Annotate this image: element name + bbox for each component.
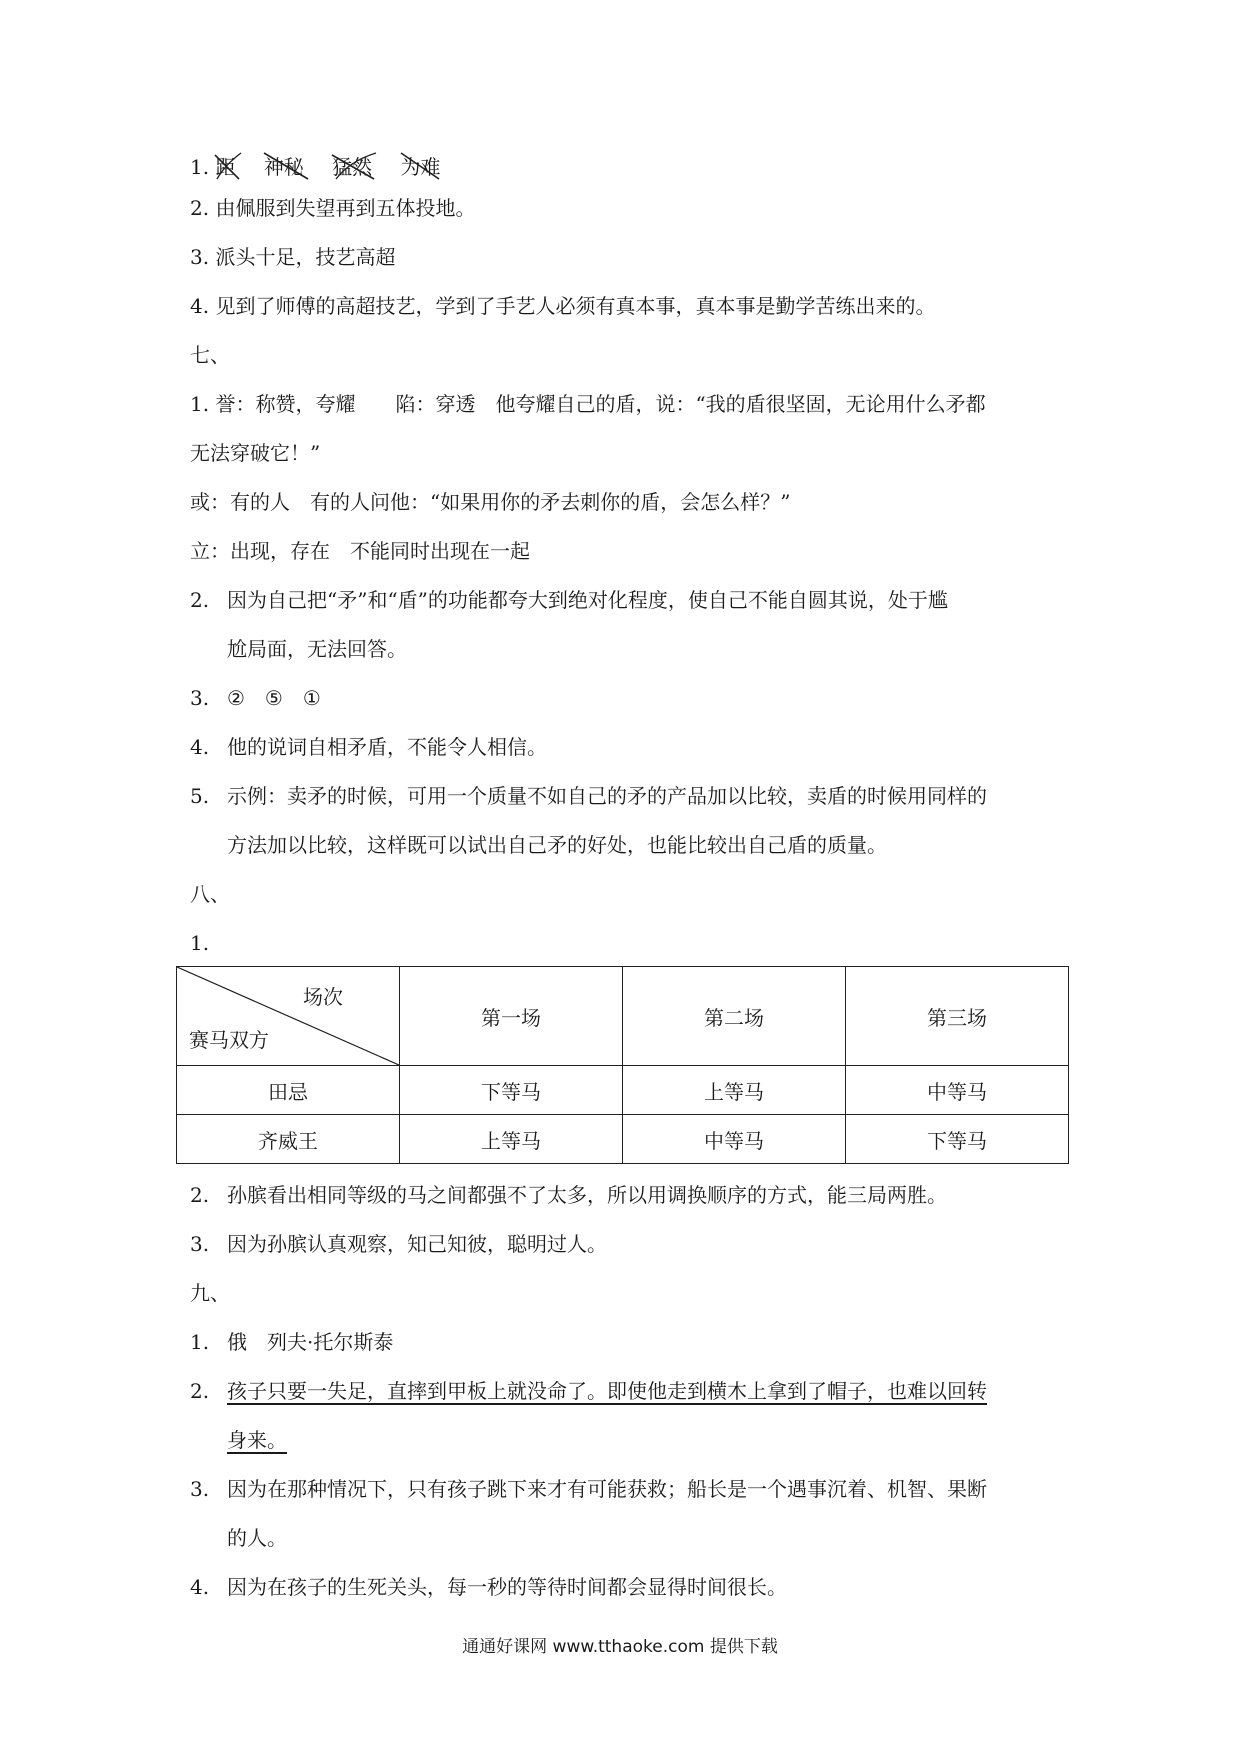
struck-word: 为难 [401,155,441,179]
s7-q5-line1: 示例：卖矛的时候，可用一个质量不如自己的矛的产品加以比较，卖盾的时候用同样的 [227,784,987,808]
s9-q2-line1: 孩子只要一失足，直摔到甲板上就没命了。即使他走到横木上拿到了帽子，也难以回转 [227,1379,987,1403]
s9-q3-line1: 因为在那种情况下，只有孩子跳下来才有可能获救；船长是一个遇事沉着、机智、果断 [227,1477,987,1501]
table-header-row [177,967,1069,1066]
strike-mark-icon [399,149,447,185]
s9-q1-num: 1. [190,1330,210,1354]
s9-q4: 因为在孩子的生死关头，每一秒的等待时间都会显得时间很长。 [227,1575,787,1599]
column-header: 第一场 [400,967,623,1066]
s9-q1: 俄 列夫·托尔斯泰 [227,1330,394,1354]
column-header: 第三场 [846,967,1069,1066]
row-label: 齐威王 [177,1115,400,1164]
s6-q2: 2. 由佩服到失望再到五体投地。 [190,196,476,220]
s7-huo: 或：有的人 有的人问他：“如果用你的矛去刺你的盾，会怎么样？” [190,490,791,514]
s9-q2-line2: 身来。 [227,1428,287,1452]
s8-q2-num: 2. [190,1183,210,1207]
s6-q1-num: 1. [190,155,210,179]
s7-q3-num: 3. [190,686,210,710]
table-cell: 中等马 [846,1066,1069,1115]
s7-q4: 他的说词自相矛盾，不能令人相信。 [227,735,547,759]
corner-label-top: 场次 [303,985,343,1009]
s7-heading: 七、 [190,343,230,367]
table-cell: 上等马 [400,1115,623,1164]
s8-q3-num: 3. [190,1232,210,1256]
s6-q4: 4. 见到了师傅的高超技艺，学到了手艺人必须有真本事，真本事是勤学苦练出来的。 [190,294,936,318]
struck-word: 距 [215,155,235,179]
strike-mark-icon [213,149,243,185]
s6-q3: 3. 派头十足，技艺高超 [190,245,396,269]
s8-heading: 八、 [190,882,230,906]
s8-q1-num: 1. [190,931,210,955]
table-cell: 上等马 [623,1066,846,1115]
s7-q2-num: 2. [190,588,210,612]
s7-q3: ② ⑤ ① [227,686,321,710]
table-cell: 中等马 [623,1115,846,1164]
s7-q1-line2: 无法穿破它！” [190,441,321,465]
s7-q5-num: 5. [190,784,210,808]
s7-li: 立：出现，存在 不能同时出现在一起 [190,539,530,563]
s8-q2: 孙膑看出相同等级的马之间都强不了太多，所以用调换顺序的方式，能三局两胜。 [227,1183,947,1207]
s7-q1-line1: 1. 誉：称赞，夸耀 陷：穿透 他夸耀自己的盾，说：“我的盾很坚固，无论用什么矛都 [190,392,986,416]
row-label: 田忌 [177,1066,400,1115]
s9-q3-num: 3. [190,1477,210,1501]
s7-q5-line2: 方法加以比较，这样既可以试出自己矛的好处，也能比较出自己盾的质量。 [227,833,887,857]
strike-mark-icon [262,149,310,185]
s6-q1 [190,155,441,179]
page-footer: 通通好课网 www.tthaoke.com 提供下载 [462,1637,778,1657]
s7-q2-line1: 因为自己把“矛”和“盾”的功能都夸大到绝对化程度，使自己不能自圆其说，处于尴 [227,588,948,612]
column-header: 第二场 [623,967,846,1066]
s9-q4-num: 4. [190,1575,210,1599]
horse-race-table [176,966,1069,1164]
corner-label-bottom: 赛马双方 [189,1028,269,1052]
s9-q2-num: 2. [190,1379,210,1403]
table-row [177,1066,1069,1115]
table-cell: 下等马 [400,1066,623,1115]
s7-q4-num: 4. [190,735,210,759]
s8-q3: 因为孙膑认真观察，知己知彼，聪明过人。 [227,1232,607,1256]
struck-word: 神秘 [264,155,304,179]
s7-q2-line2: 尬局面，无法回答。 [227,637,407,661]
strike-mark-icon [330,149,378,185]
table-row [177,1115,1069,1164]
table-corner-cell [177,967,400,1066]
s9-heading: 九、 [190,1281,230,1305]
table-cell: 下等马 [846,1115,1069,1164]
struck-word: 猛然 [332,155,372,179]
s9-q3-line2: 的人。 [227,1526,287,1550]
